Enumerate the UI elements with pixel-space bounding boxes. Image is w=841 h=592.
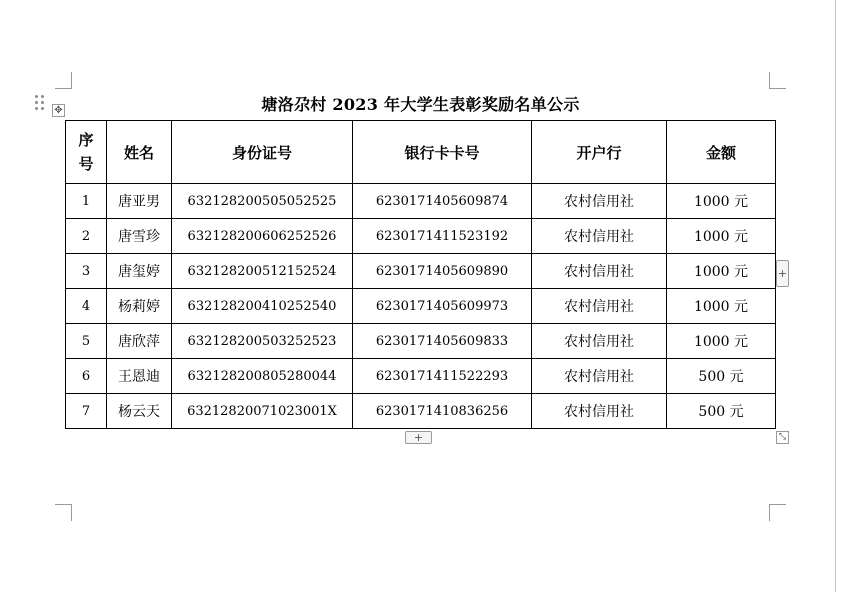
- cell-bank-card: 6230171411523192: [353, 219, 532, 254]
- crop-mark-bottom-left: [55, 504, 72, 521]
- table-row: [66, 184, 776, 219]
- table-move-icon[interactable]: ✥: [52, 104, 65, 117]
- cell-amount: 1000 元: [667, 254, 776, 289]
- header-seq-bottom: 号: [78, 155, 94, 173]
- cell-seq: 7: [66, 394, 107, 429]
- crop-mark-top-right: [769, 72, 786, 89]
- cell-bank-card: 6230171405609973: [353, 289, 532, 324]
- cell-amount: 500 元: [667, 359, 776, 394]
- cell-name: 唐亚男: [107, 184, 172, 219]
- cell-bank: 农村信用社: [532, 394, 667, 429]
- cell-bank: 农村信用社: [532, 254, 667, 289]
- cell-id-number: 632128200503252523: [172, 324, 353, 359]
- cell-amount: 1000 元: [667, 219, 776, 254]
- cell-bank-card: 6230171405609833: [353, 324, 532, 359]
- crop-mark-top-left: [55, 72, 72, 89]
- cell-name: 杨莉婷: [107, 289, 172, 324]
- cell-name: 王恩迪: [107, 359, 172, 394]
- cell-bank-card: 6230171411522293: [353, 359, 532, 394]
- table-row: [66, 289, 776, 324]
- cell-bank: 农村信用社: [532, 219, 667, 254]
- cell-bank: 农村信用社: [532, 359, 667, 394]
- header-seq: [66, 121, 107, 184]
- cell-bank: 农村信用社: [532, 324, 667, 359]
- cell-name: 唐欣萍: [107, 324, 172, 359]
- page-edge: [835, 0, 836, 592]
- header-id-number: 身份证号: [172, 121, 353, 184]
- header-amount: 金额: [667, 121, 776, 184]
- crop-mark-bottom-right: [769, 504, 786, 521]
- cell-id-number: 632128200606252526: [172, 219, 353, 254]
- cell-id-number: 632128200512152524: [172, 254, 353, 289]
- award-table: [65, 120, 776, 429]
- table-row: [66, 359, 776, 394]
- cell-id-number: 632128200505052525: [172, 184, 353, 219]
- table-row: [66, 219, 776, 254]
- header-bank: 开户行: [532, 121, 667, 184]
- cell-amount: 500 元: [667, 394, 776, 429]
- add-row-button[interactable]: +: [405, 431, 432, 444]
- table-header-row: [66, 121, 776, 184]
- cell-bank-card: 6230171405609890: [353, 254, 532, 289]
- header-seq-top: 序: [78, 131, 94, 149]
- cell-seq: 2: [66, 219, 107, 254]
- add-column-button[interactable]: +: [776, 260, 789, 287]
- cell-name: 唐雪珍: [107, 219, 172, 254]
- cell-name: 杨云天: [107, 394, 172, 429]
- cell-seq: 3: [66, 254, 107, 289]
- cell-id-number: 632128200805280044: [172, 359, 353, 394]
- cell-seq: 5: [66, 324, 107, 359]
- cell-id-number: 632128200410252540: [172, 289, 353, 324]
- cell-amount: 1000 元: [667, 184, 776, 219]
- cell-seq: 6: [66, 359, 107, 394]
- cell-bank-card: 6230171405609874: [353, 184, 532, 219]
- cell-id-number: 63212820071023001X: [172, 394, 353, 429]
- table-row: [66, 394, 776, 429]
- cell-amount: 1000 元: [667, 289, 776, 324]
- header-bank-card: 银行卡卡号: [353, 121, 532, 184]
- cell-bank: 农村信用社: [532, 289, 667, 324]
- cell-seq: 1: [66, 184, 107, 219]
- cell-name: 唐玺婷: [107, 254, 172, 289]
- cell-amount: 1000 元: [667, 324, 776, 359]
- document-title: 塘洛尕村 2023 年大学生表彰奖励名单公示: [261, 95, 580, 114]
- cell-bank-card: 6230171410836256: [353, 394, 532, 429]
- table-resize-icon[interactable]: ⤡: [776, 431, 789, 444]
- cell-seq: 4: [66, 289, 107, 324]
- table-row: [66, 324, 776, 359]
- cell-bank: 农村信用社: [532, 184, 667, 219]
- table-row: [66, 254, 776, 289]
- header-name: 姓名: [107, 121, 172, 184]
